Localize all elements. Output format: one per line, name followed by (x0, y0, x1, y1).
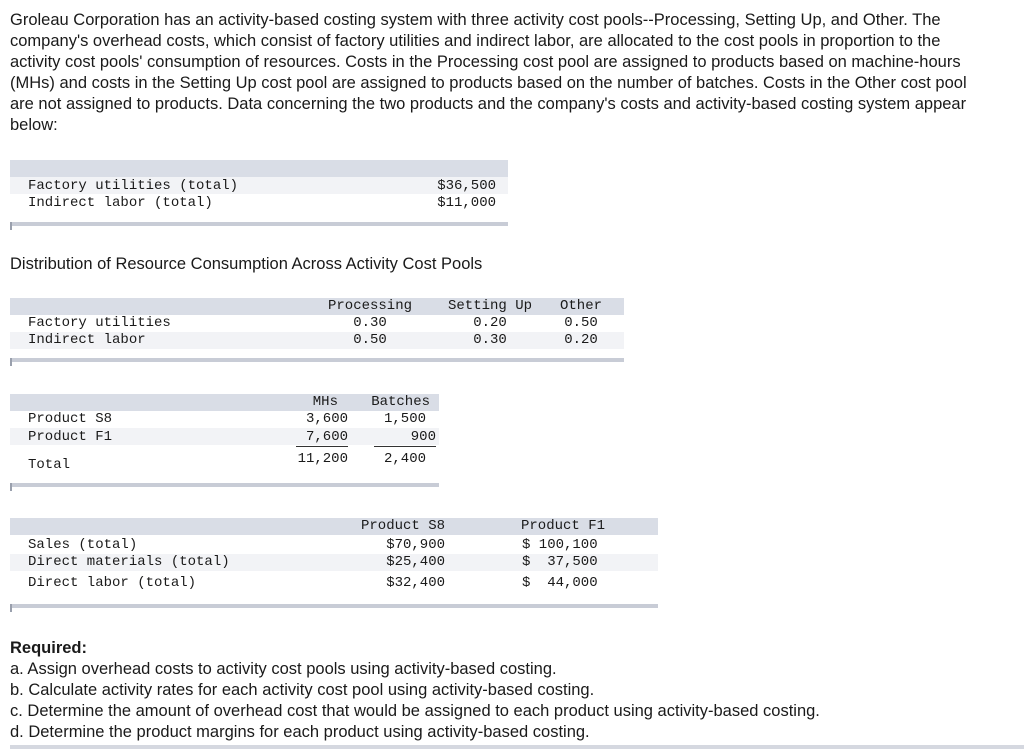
table-footer-bar (10, 358, 624, 362)
required-item: c. Determine the amount of overhead cost that would be assigned to each product using activity-based costing. (10, 702, 820, 720)
column-header-setting-up: Setting Up (447, 298, 532, 314)
distribution-table (10, 298, 624, 368)
table-header-band (10, 160, 508, 177)
cell-value: $70,900 (386, 537, 445, 553)
column-header-product-s8: Product S8 (360, 518, 445, 534)
cell-value: $ 37,500 (522, 554, 598, 570)
column-header-mhs: MHs (312, 394, 338, 410)
cell-value: 0.20 (473, 315, 507, 331)
intro-paragraph (10, 10, 1024, 136)
total-value: 2,400 (383, 451, 426, 467)
column-header-processing: Processing (327, 298, 412, 314)
cost-value: $36,500 (437, 178, 496, 194)
cost-label: Indirect labor (total) (28, 195, 213, 211)
cell-value: $25,400 (386, 554, 445, 570)
cell-value: 0.50 (353, 332, 387, 348)
intro-line: activity cost pools' consumption of resources. Costs in the Processing cost pool are assigned to products based on machine-hours (10, 53, 961, 71)
table-footer-bar (10, 222, 508, 226)
row-label: Product F1 (28, 429, 113, 445)
cell-value: 0.30 (353, 315, 387, 331)
column-header-batches: Batches (371, 394, 430, 410)
table-footer-tick (10, 358, 12, 366)
costs-table (10, 160, 508, 230)
cell-value: 7,600 (296, 429, 348, 447)
intro-line: below: (10, 116, 58, 134)
row-label: Direct materials (total) (28, 554, 230, 570)
table-footer-bar (10, 604, 658, 608)
bottom-divider (10, 745, 1024, 749)
cell-value: $ 100,100 (522, 537, 598, 553)
activity-table (10, 394, 439, 492)
cost-value: $11,000 (437, 195, 496, 211)
row-label: Sales (total) (28, 537, 138, 553)
table-footer-bar (10, 483, 439, 487)
intro-line: Groleau Corporation has an activity-based costing system with three activity cost pools--Processing, Setting Up, and Other. The (10, 11, 941, 29)
intro-line: are not assigned to products. Data concerning the two products and the company's costs and activity-based costing system appear (10, 95, 967, 113)
product-table (10, 518, 658, 612)
cost-label: Factory utilities (total) (28, 178, 239, 194)
column-header-product-f1: Product F1 (520, 518, 605, 534)
cell-value: 900 (374, 429, 436, 447)
row-label: Factory utilities (28, 315, 171, 331)
required-item: d. Determine the product margins for each product using activity-based costing. (10, 723, 590, 741)
row-label: Product S8 (28, 411, 113, 427)
total-label: Total (28, 457, 71, 473)
cell-value: $32,400 (386, 575, 445, 591)
distribution-heading: Distribution of Resource Consumption Across Activity Cost Pools (10, 255, 483, 273)
cell-value: 0.50 (564, 315, 598, 331)
row-label: Indirect labor (28, 332, 146, 348)
cell-value: 1,500 (383, 411, 426, 427)
row-label: Direct labor (total) (28, 575, 197, 591)
cell-value: 3,600 (305, 411, 348, 427)
cell-value: 0.20 (564, 332, 598, 348)
cell-value: $ 44,000 (522, 575, 598, 591)
table-footer-tick (10, 222, 12, 230)
intro-line: company's overhead costs, which consist of factory utilities and indirect labor, are allocated to the cost pools in proportion to the (10, 32, 941, 50)
required-section (10, 638, 820, 743)
table-footer-tick (10, 604, 12, 612)
column-header-other: Other (559, 298, 602, 314)
cell-value: 0.30 (473, 332, 507, 348)
required-title: Required: (10, 639, 88, 657)
total-value: 11,200 (297, 451, 348, 467)
table-footer-tick (10, 483, 12, 491)
intro-line: (MHs) and costs in the Setting Up cost pool are assigned to products based on the number of batches. Costs in the Other cost pool (10, 74, 967, 92)
required-item: a. Assign overhead costs to activity cost pools using activity-based costing. (10, 660, 557, 678)
required-item: b. Calculate activity rates for each activity cost pool using activity-based costing. (10, 681, 595, 699)
